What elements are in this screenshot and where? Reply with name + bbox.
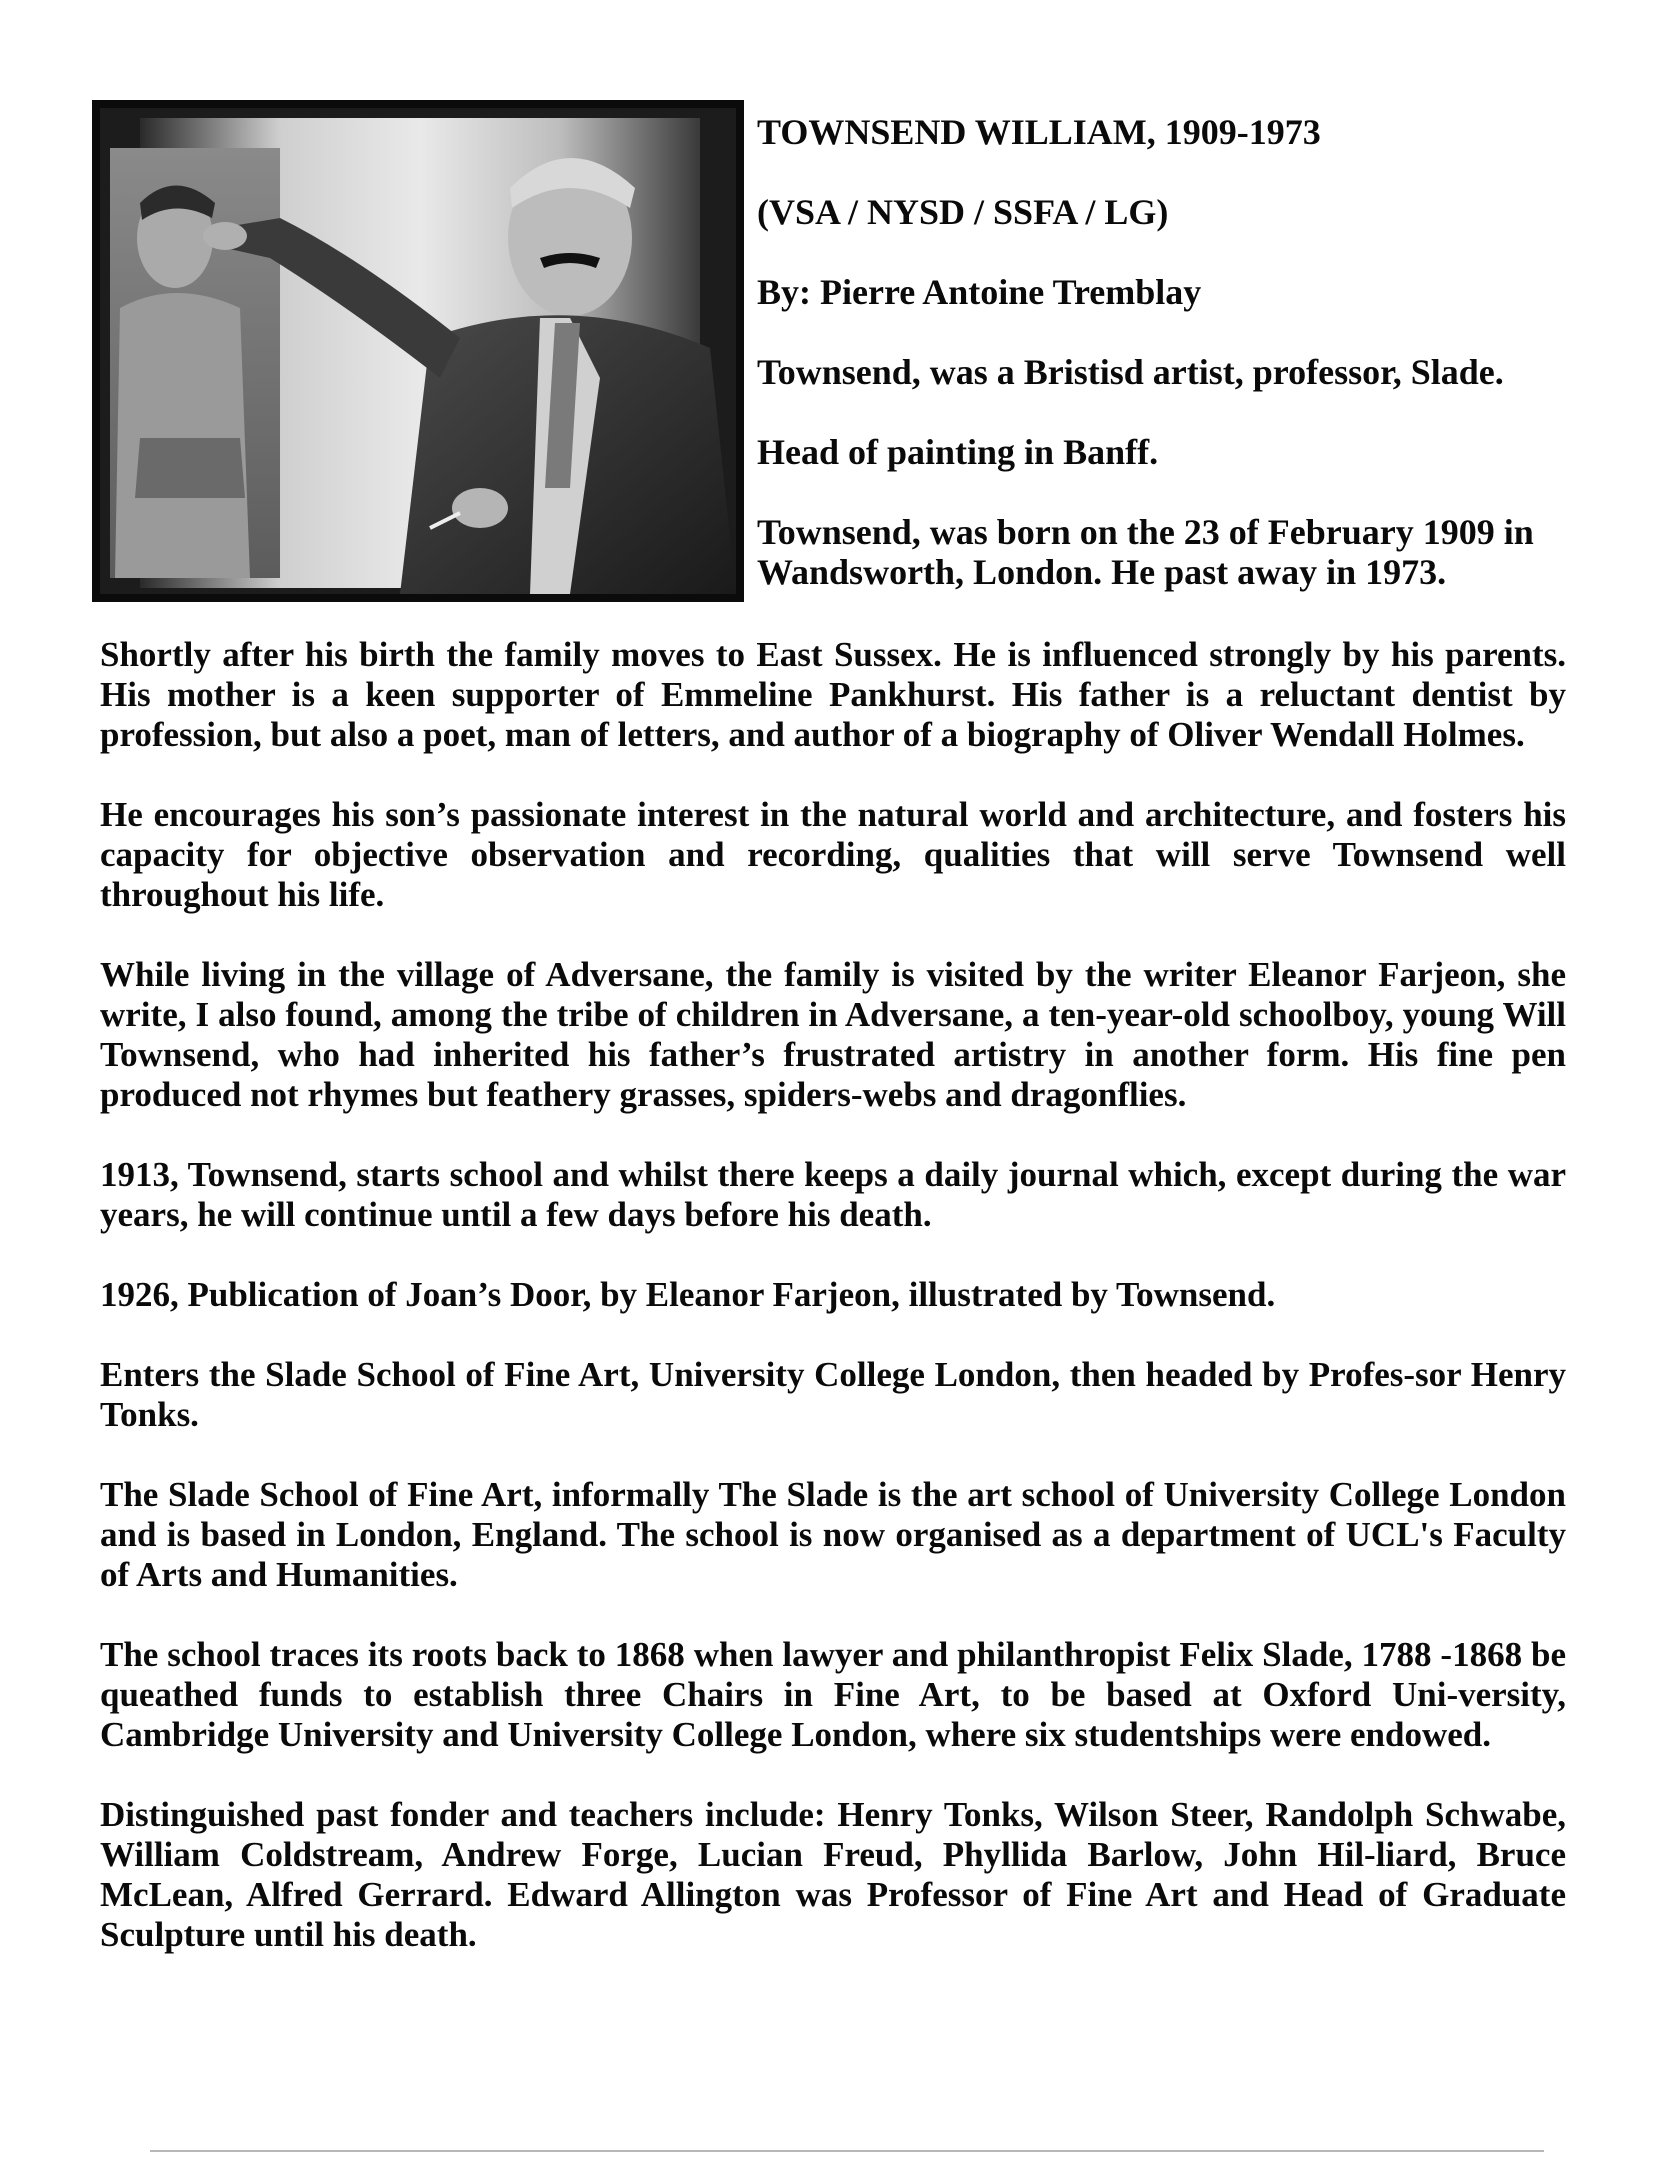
byline: By: Pierre Antoine Tremblay [757, 272, 1202, 312]
paragraph-6: Enters the Slade School of Fine Art, University College London, then headed by Profes-sor Henry Tonks. [100, 1355, 1566, 1434]
paragraph-5: 1926, Publication of Joan’s Door, by Eleanor Farjeon, illustrated by Townsend. [100, 1275, 1276, 1314]
paragraph-9: Distinguished past fonder and teachers include: Henry Tonks, Wilson Steer, Randolph Schwabe, William Coldstream, Andrew Forge, Lucian Freud, Phyllida Barlow, John Hil-liard, Bruce McLean, Alfred Gerrard. Edward Allington was Professor of Fine Art and Head of Graduate Sculpture until his death. [100, 1795, 1566, 1954]
portrait-photo-icon [100, 108, 736, 594]
bottom-divider [150, 2150, 1544, 2152]
affiliations: (VSA / NYSD / SSFA / LG) [757, 192, 1169, 232]
portrait-photo [92, 100, 744, 602]
paragraph-3: While living in the village of Adversane, the family is visited by the writer Eleanor Farjeon, she write, I also found, among the tribe of children in Adversane, a ten-year-old schoolboy, young Will Townsend, who had inherited his father’s frustrated artistry in another form. His fine pen produced not rhymes but feathery grasses, spiders-webs and dragonflies. [100, 955, 1566, 1114]
article-body [100, 635, 1566, 1995]
intro-line-3: Townsend, was born on the 23 of February 1909 in Wandsworth, London. He past away in 1973. [757, 512, 1534, 592]
paragraph-7: The Slade School of Fine Art, informally The Slade is the art school of University College London and is based in London, England. The school is now organised as a department of UCL's Faculty of Arts and Humanities. [100, 1475, 1566, 1594]
paragraph-2: He encourages his son’s passionate interest in the natural world and architecture, and fosters his capacity for objective observation and recording, qualities that will serve Townsend well throughout his life. [100, 795, 1566, 914]
paragraph-4: 1913, Townsend, starts school and whilst there keeps a daily journal which, except during the war years, he will continue until a few days before his death. [100, 1155, 1566, 1234]
article-header [757, 112, 1577, 592]
paragraph-1: Shortly after his birth the family moves to East Sussex. He is influenced strongly by his parents. His mother is a keen supporter of Emmeline Pankhurst. His father is a reluctant dentist by profession, but also a poet, man of letters, and author of a biography of Oliver Wendall Holmes. [100, 635, 1566, 754]
intro-line-1: Townsend, was a Bristisd artist, professor, Slade. [757, 352, 1504, 392]
article-title: TOWNSEND WILLIAM, 1909-1973 [757, 112, 1321, 152]
intro-line-2: Head of painting in Banff. [757, 432, 1159, 472]
paragraph-8: The school traces its roots back to 1868 when lawyer and philanthropist Felix Slade, 1788 -1868 be queathed funds to establish three Chairs in Fine Art, to be based at Oxford Uni-versity, Cambridge University and University College London, where six studentships were endowed. [100, 1635, 1566, 1754]
